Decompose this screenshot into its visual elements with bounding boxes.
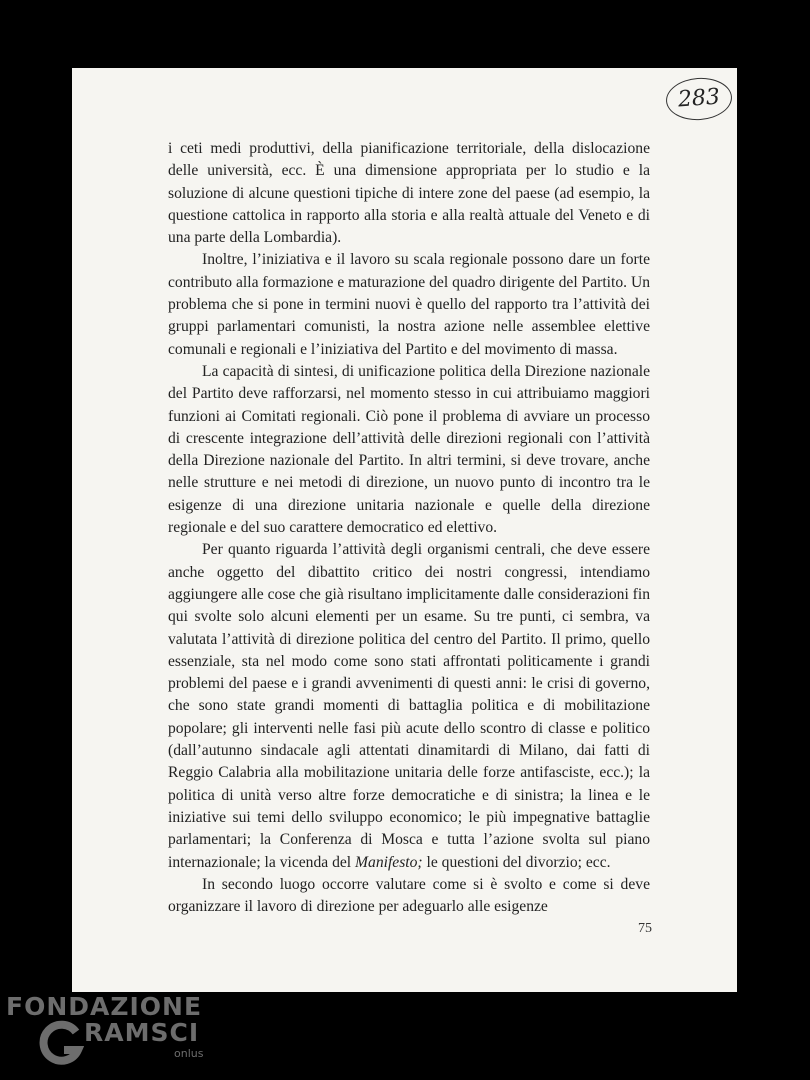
logo-line-3: onlus bbox=[174, 1047, 204, 1060]
paragraph: In secondo luogo occorre valutare come si è svolto e come si deve organizzare il lavoro di direzione per adeguarlo alle esigenze bbox=[168, 875, 650, 916]
body-text bbox=[168, 138, 650, 918]
handwritten-page-number: 283 bbox=[665, 76, 734, 123]
italic-title: Manifesto; bbox=[355, 853, 423, 871]
paragraph: Inoltre, l’iniziativa e il lavoro su scala regionale possono dare un forte contributo alla formazione e maturazione del quadro dirigente del Partito. Un problema che si pone in termini nuovi è quello del rapporto tra l’attività dei gruppi parlamentari comunisti, la nostra azione nelle assemblee elettive comunali e regionali e l’iniziativa del Partito e del movimento di massa. bbox=[168, 251, 650, 358]
logo-g-icon bbox=[38, 1020, 84, 1066]
paragraph-text: Per quanto riguarda l’attività degli organismi centrali, che deve essere anche oggetto del dibattito critico dei nostri congressi, intendiamo aggiungere alle cose che già risultano implicitamente dalle considerazioni fin qui svolte solo alcuni elementi per un esame. Su tre punti, ci sembra, va valutata l’attività di direzione politica del centro del Partito. Il primo, quello essenziale, sta nel modo come sono stati affrontati politicamente i grandi problemi del paese e i grandi avvenimenti di questi anni: le crisi di governo, che sono state grandi momenti di battaglia politica e di mobilitazione popolare; gli interventi nelle fasi più acute dello scontro di classe e politico (dall’autunno sindacale agli attentati dinamitardi di Milano, dai fatti di Reggio Calabria alla mobilitazione unitaria delle forze antifasciste, ecc.); la politica di unità verso altre forze democratiche e di sinistra; la linea e le iniziative sui temi dello sviluppo economico; le più impegnative battaglie parlamentari; la Conferenza di Mosca e tutta l’azione svolta sul piano internazionale; la vicenda del bbox=[168, 541, 650, 871]
paragraph bbox=[168, 539, 650, 873]
paragraph: i ceti medi produttivi, della pianificazione territoriale, della dislocazione delle università, ecc. È una dimensione appropriata per lo studio e la soluzione di alcune questioni tipiche di intere zone del paese (ad esempio, la questione cattolica in rapporto alla storia e alla realtà attuale del Veneto e di una parte della Lombardia). bbox=[168, 140, 650, 247]
page-number: 75 bbox=[638, 921, 652, 936]
paragraph-text: le questioni del divorzio; ecc. bbox=[422, 853, 611, 871]
fondazione-gramsci-logo bbox=[6, 992, 206, 1072]
logo-line-1: FONDAZIONE bbox=[6, 992, 203, 1021]
document-page bbox=[72, 68, 737, 992]
logo-line-2: RAMSCI bbox=[84, 1018, 200, 1047]
paragraph: La capacità di sintesi, di unificazione politica della Direzione nazionale del Partito deve rafforzarsi, nel momento stesso in cui attribuiamo maggiori funzioni ai Comitati regionali. Ciò pone il problema di avviare un processo di crescente integrazione dell’attività delle direzioni regionali con l’attività della Direzione nazionale del Partito. In altri termini, si deve trovare, anche nelle strutture e nei metodi di direzione, un nuovo punto di incontro tra le esigenze di una direzione unitaria nazionale e quelle della direzione regionale e del suo carattere democratico ed elettivo. bbox=[168, 362, 650, 537]
